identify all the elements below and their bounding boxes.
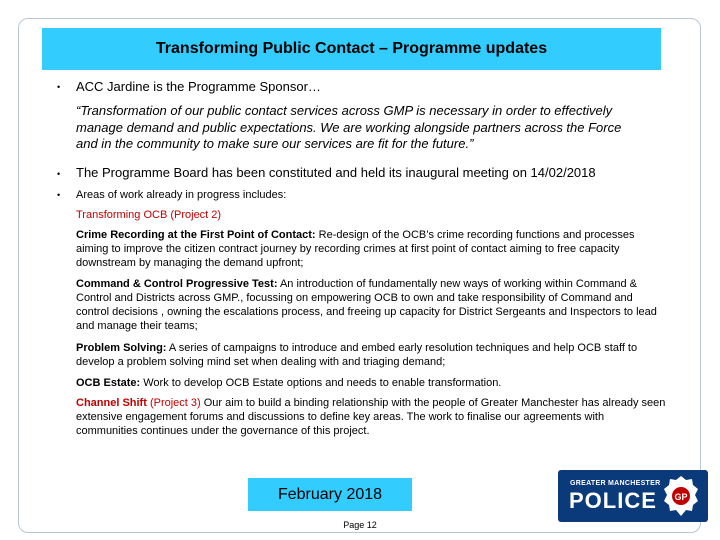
item-ocb-estate — [76, 376, 666, 390]
estate-label: OCB Estate: — [76, 377, 141, 389]
police-crest-icon — [660, 474, 702, 520]
channel-text: Our aim to build a binding relationship with the people of Greater Manchester has already seen extensive engagement forums and discussions to define key areas. The work to finalise our agreements with communities continues under the governance of this project. — [76, 397, 666, 437]
programme-quote: “Transformation of our public contact services across GMP is necessary in order to effectively manage demand and public expectations. We are working alongside partners across the Force and in the community to make sure our services are fit for the future.” — [76, 103, 622, 151]
item-problem-solving — [76, 341, 666, 369]
ccpt-label: Command & Control Progressive Test: — [76, 278, 278, 290]
page-number: Page 12 — [343, 520, 377, 530]
crest-letters: GP — [674, 492, 688, 502]
crime-recording-text: Re-design of the OCB’s crime recording functions and processes aiming to improve the citizen contract journey by recording crimes at first point of contact aiming to free capacity downstream by managing the demand upfront; — [76, 229, 635, 269]
bullet-marker: • — [57, 190, 61, 200]
logo-subtitle: GREATER MANCHESTER — [570, 480, 661, 487]
title-bar — [42, 28, 661, 70]
problem-text: A series of campaigns to introduce and embed early resolution techniques and help OCB staff to develop a problem solving mind set when dealing with and triaging demand; — [76, 342, 638, 368]
footer-date: February 2018 — [277, 485, 383, 503]
gmp-logo — [558, 470, 708, 522]
item-command-control — [76, 277, 666, 333]
bullet-marker: • — [57, 82, 61, 92]
ccpt-text: An introduction of fundamentally new ways of working within Command & Control and Districts across GMP., focussing on empowering OCB to own and take responsibility of Command and control decisions , owning the escalations process, and freeing up capacity for District Sergeants and Inspectors to lead and manage their teams; — [76, 278, 657, 332]
bullet-sponsor: ACC Jardine is the Programme Sponsor… — [76, 79, 321, 94]
estate-text: Work to develop OCB Estate options and needs to enable transformation. — [140, 377, 502, 389]
slide-frame — [18, 18, 701, 533]
heading-transforming-ocb: Transforming OCB (Project 2) — [76, 209, 222, 221]
bullet-marker: • — [57, 169, 61, 179]
channel-label: Channel Shift — [76, 397, 147, 409]
problem-label: Problem Solving: — [76, 342, 167, 354]
channel-project: (Project 3) — [146, 397, 201, 409]
footer-date-box — [248, 478, 412, 511]
item-channel-shift — [76, 396, 666, 438]
item-crime-recording — [76, 228, 666, 270]
bullet-programme-board: The Programme Board has been constituted and held its inaugural meeting on 14/02/2018 — [76, 165, 596, 180]
slide-title: Transforming Public Contact – Programme updates — [155, 40, 548, 57]
bullet-areas-of-work: Areas of work already in progress includes: — [76, 189, 287, 201]
logo-title: POLICE — [569, 488, 657, 513]
crime-recording-label: Crime Recording at the First Point of Contact: — [76, 229, 316, 241]
